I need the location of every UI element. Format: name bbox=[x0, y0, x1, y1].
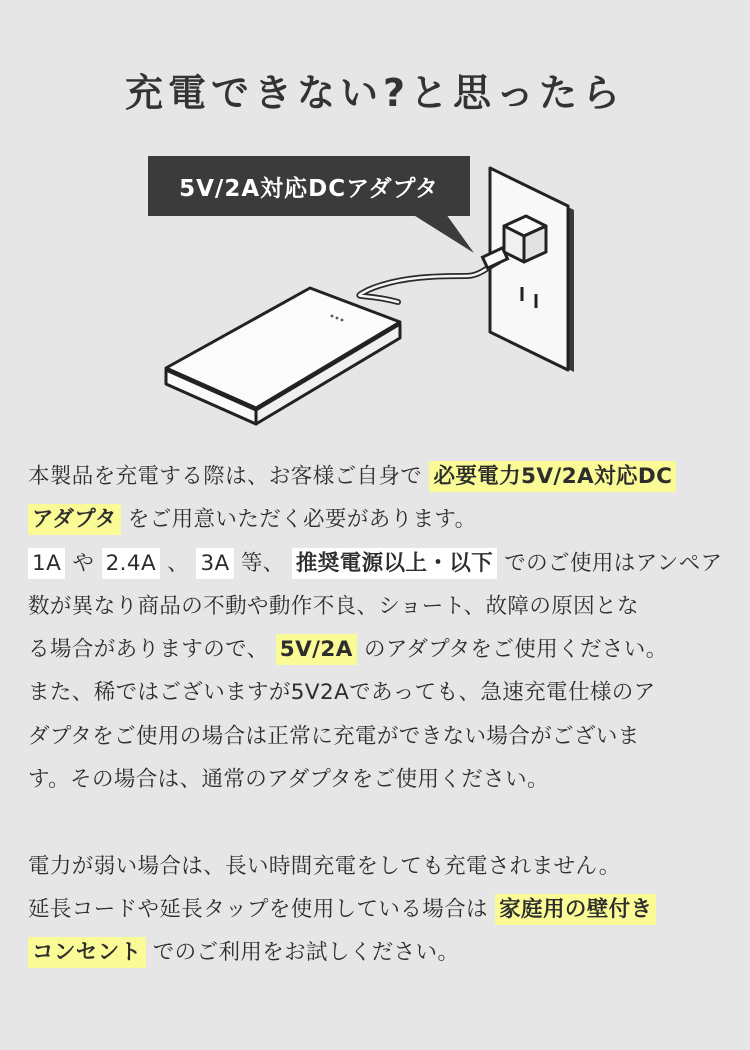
wall-outlet-icon bbox=[490, 168, 574, 372]
text-line bbox=[28, 628, 728, 671]
paragraph-gap bbox=[28, 801, 728, 844]
callout-pointer bbox=[412, 214, 474, 253]
highlight-1a: 1A bbox=[28, 548, 65, 579]
body-text-segment: 、 bbox=[167, 550, 190, 576]
text-line: 数が異なり商品の不動や動作不良、ショート、故障の原因とな bbox=[28, 593, 639, 619]
highlight-wall-outlet: 家庭用の壁付き bbox=[495, 894, 656, 925]
text-line bbox=[28, 931, 728, 974]
usb-cable-icon bbox=[359, 262, 498, 302]
text-line bbox=[28, 888, 728, 931]
illustration bbox=[0, 0, 750, 450]
highlight-2-4a: 2.4A bbox=[102, 548, 161, 579]
text-line: また、稀ではございますが5V2Aであっても、急速充電仕様のア bbox=[28, 680, 656, 706]
text-line: 電力が弱い場合は、長い時間充電をしても充電されません。 bbox=[28, 853, 621, 879]
highlight-adapter: アダプタ bbox=[28, 504, 121, 535]
power-bank-icon bbox=[166, 288, 400, 424]
body-text-segment: 等、 bbox=[240, 550, 285, 576]
body-text bbox=[28, 455, 728, 975]
highlight-outlet: コンセント bbox=[28, 937, 146, 968]
body-text-segment: る場合がありますので、 bbox=[28, 637, 269, 663]
body-text-segment: でのご使用はアンペア bbox=[504, 550, 723, 576]
body-text-segment: のアダプタをご使用ください。 bbox=[364, 637, 668, 663]
text-line bbox=[28, 498, 728, 541]
body-text-segment: 延長コードや延長タップを使用している場合は bbox=[28, 896, 488, 922]
body-text-segment: でのご利用をお試しください。 bbox=[152, 940, 460, 966]
text-line bbox=[28, 455, 728, 498]
body-text-segment: 本製品を充電する際は、お客様ご自身で bbox=[28, 464, 423, 489]
body-text-segment: や bbox=[72, 550, 95, 576]
page-title: 充電できない?と思ったら bbox=[124, 71, 626, 115]
text-line: ダプタをご使用の場合は正常に充電ができない場合がございま bbox=[28, 723, 640, 749]
highlight-required-power: 必要電力5V/2A対応DC bbox=[429, 461, 676, 492]
adapter-label: 5V/2A対応DCアダプタ bbox=[148, 156, 470, 216]
text-line: す。その場合は、通常のアダプタをご使用ください。 bbox=[28, 767, 549, 793]
text-line bbox=[28, 542, 728, 585]
highlight-3a: 3A bbox=[196, 548, 233, 579]
highlight-5v-2a: 5V/2A bbox=[276, 634, 357, 665]
body-text-segment: をご用意いただく必要があります。 bbox=[127, 507, 477, 533]
highlight-recommended-power: 推奨電源以上・以下 bbox=[292, 548, 497, 579]
